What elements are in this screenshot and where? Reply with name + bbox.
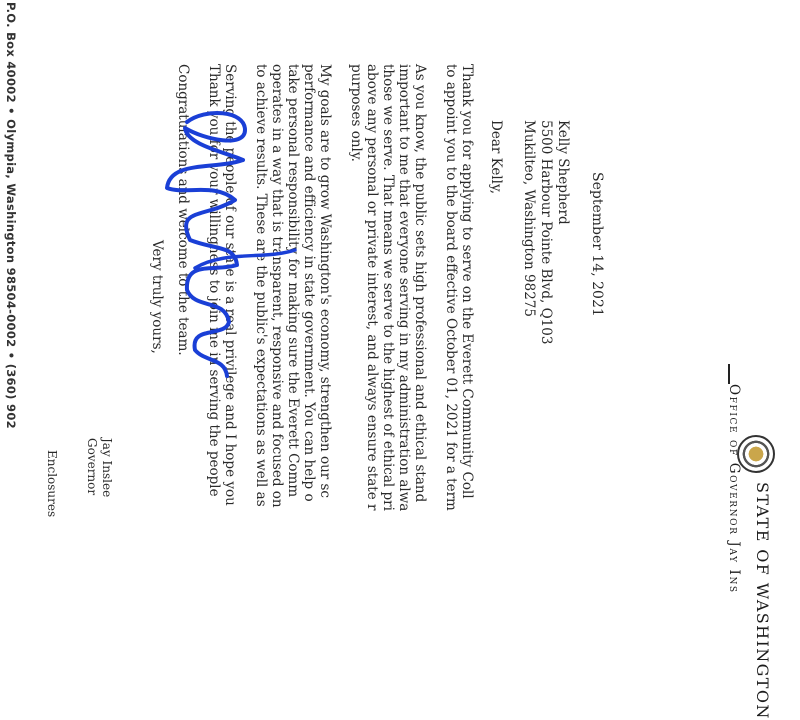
state-seal-icon	[737, 435, 775, 473]
body-line: purposes only.	[348, 64, 364, 162]
body-line: important to me that everyone serving in my administration alwa	[396, 64, 412, 512]
letterhead-office: Office of Governor Jay Ins	[726, 384, 742, 594]
letter-date: September 14, 2021	[589, 172, 605, 317]
letterhead-rule	[728, 364, 730, 384]
body-line: Thank you for your willingness to join me in serving the people	[206, 64, 222, 497]
body-line: above any personal or private interest, and always ensure state r	[364, 64, 380, 511]
closing-line: Congratulations and welcome to the team.	[175, 64, 191, 356]
recipient-name: Kelly Shepherd	[555, 120, 571, 225]
signoff: Very truly yours,	[149, 240, 165, 354]
body-line: to appoint you to the board effective October 01, 2021 for a term	[443, 64, 459, 511]
salutation: Dear Kelly,	[488, 120, 504, 195]
letterhead-state: STATE OF WASHINGTON	[753, 482, 772, 720]
body-line: Thank you for applying to serve on the Everett Community Coll	[459, 64, 475, 499]
body-line: those we serve. That means we serve to the highest of ethical pri	[380, 64, 396, 511]
handwritten-signature	[145, 100, 355, 400]
recipient-street: 5500 Harbour Pointe Blvd, Q103	[538, 120, 554, 345]
signer-title: Governor	[85, 438, 99, 496]
body-line: to achieve results. These are the public's expectations as well as	[253, 64, 269, 507]
body-line: take personal responsibility for making sure the Everett Comm	[285, 64, 301, 498]
body-line: operates in a way that is transparent, responsive and focused on	[269, 64, 285, 508]
enclosures: Enclosures	[45, 450, 59, 518]
footer-address: P.O. Box 40002 • Olympia, Washington 98504-0002 • (360) 902	[4, 2, 18, 429]
body-line: My goals are to grow Washington's economy, strengthen our sc	[317, 64, 333, 498]
body-line: Serving the people of our state is a real privilege and I hope you	[222, 64, 238, 506]
body-line: As you know, the public sets high professional and ethical stand	[412, 64, 428, 503]
signer-name: Jay Inslee	[100, 438, 114, 498]
recipient-city: Mukilteo, Washington 98275	[521, 120, 537, 317]
body-line: performance and efficiency in state government. You can help o	[301, 64, 317, 502]
